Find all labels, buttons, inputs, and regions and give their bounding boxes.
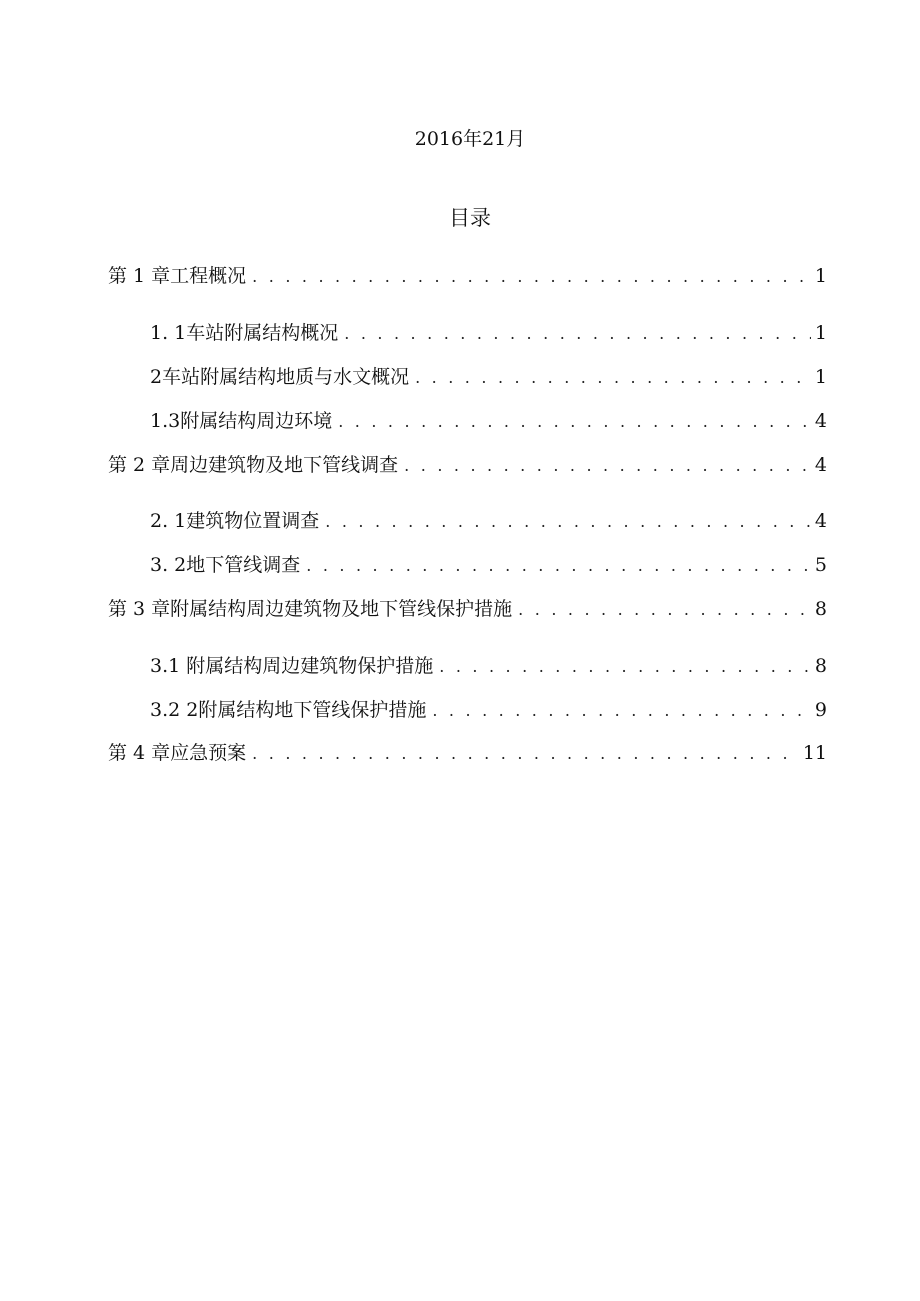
toc-entry-label: 第 3 章附属结构周边建筑物及地下管线保护措施 (108, 598, 513, 620)
toc-entry-1-2[interactable] (150, 364, 827, 391)
toc-title: 目录 (449, 206, 491, 230)
toc-entry-label: 1.3附属结构周边环境 (150, 410, 333, 432)
toc-leader-dots (252, 741, 799, 767)
toc-entry-label: 2车站附属结构地质与水文概况 (150, 366, 410, 388)
toc-entry-page: 11 (802, 742, 827, 764)
toc-entry-label: 第 2 章周边建筑物及地下管线调查 (108, 454, 399, 476)
toc-entry-page: 4 (814, 410, 827, 432)
toc-entry-label: 1. 1车站附属结构概况 (150, 322, 339, 344)
toc-entry-label: 3.2 2附属结构地下管线保护措施 (150, 699, 427, 721)
toc-leader-dots (518, 597, 811, 623)
toc-entry-chapter-4[interactable] (108, 740, 827, 767)
toc-entry-1-3[interactable] (150, 408, 827, 435)
toc-entry-label: 3. 2地下管线调查 (150, 554, 301, 576)
toc-leader-dots (306, 553, 811, 579)
toc-leader-dots (404, 453, 811, 479)
toc-leader-dots (252, 264, 811, 290)
document-date: 2016年21月 (414, 128, 526, 150)
toc-entry-label: 3.1 附属结构周边建筑物保护措施 (150, 655, 434, 677)
toc-entry-page: 1 (814, 366, 827, 388)
toc-entry-label: 2. 1建筑物位置调查 (150, 510, 320, 532)
toc-entry-page: 8 (814, 598, 827, 620)
toc-entry-page: 4 (814, 510, 827, 532)
toc-entry-chapter-3[interactable] (108, 596, 827, 623)
toc-entry-page: 1 (814, 265, 827, 287)
toc-entry-2-2[interactable] (150, 552, 827, 579)
toc-entry-chapter-2[interactable] (108, 452, 827, 479)
toc-entry-3-2[interactable] (150, 697, 827, 724)
toc-leader-dots (325, 509, 811, 535)
toc-entry-page: 5 (814, 554, 827, 576)
toc-leader-dots (415, 365, 811, 391)
toc-entry-1-1[interactable] (150, 320, 827, 347)
toc-entry-label: 第 4 章应急预案 (108, 742, 247, 764)
toc-entry-page: 1 (814, 322, 827, 344)
toc-entry-2-1[interactable] (150, 508, 827, 535)
toc-leader-dots (432, 698, 811, 724)
toc-entry-chapter-1[interactable] (108, 263, 827, 290)
toc-entry-page: 4 (814, 454, 827, 476)
toc-entry-page: 9 (814, 699, 827, 721)
toc-leader-dots (439, 654, 811, 680)
toc-leader-dots (344, 321, 811, 347)
toc-entry-3-1[interactable] (150, 653, 827, 680)
toc-entry-label: 第 1 章工程概况 (108, 265, 247, 287)
toc-leader-dots (338, 409, 811, 435)
toc-entry-page: 8 (814, 655, 827, 677)
